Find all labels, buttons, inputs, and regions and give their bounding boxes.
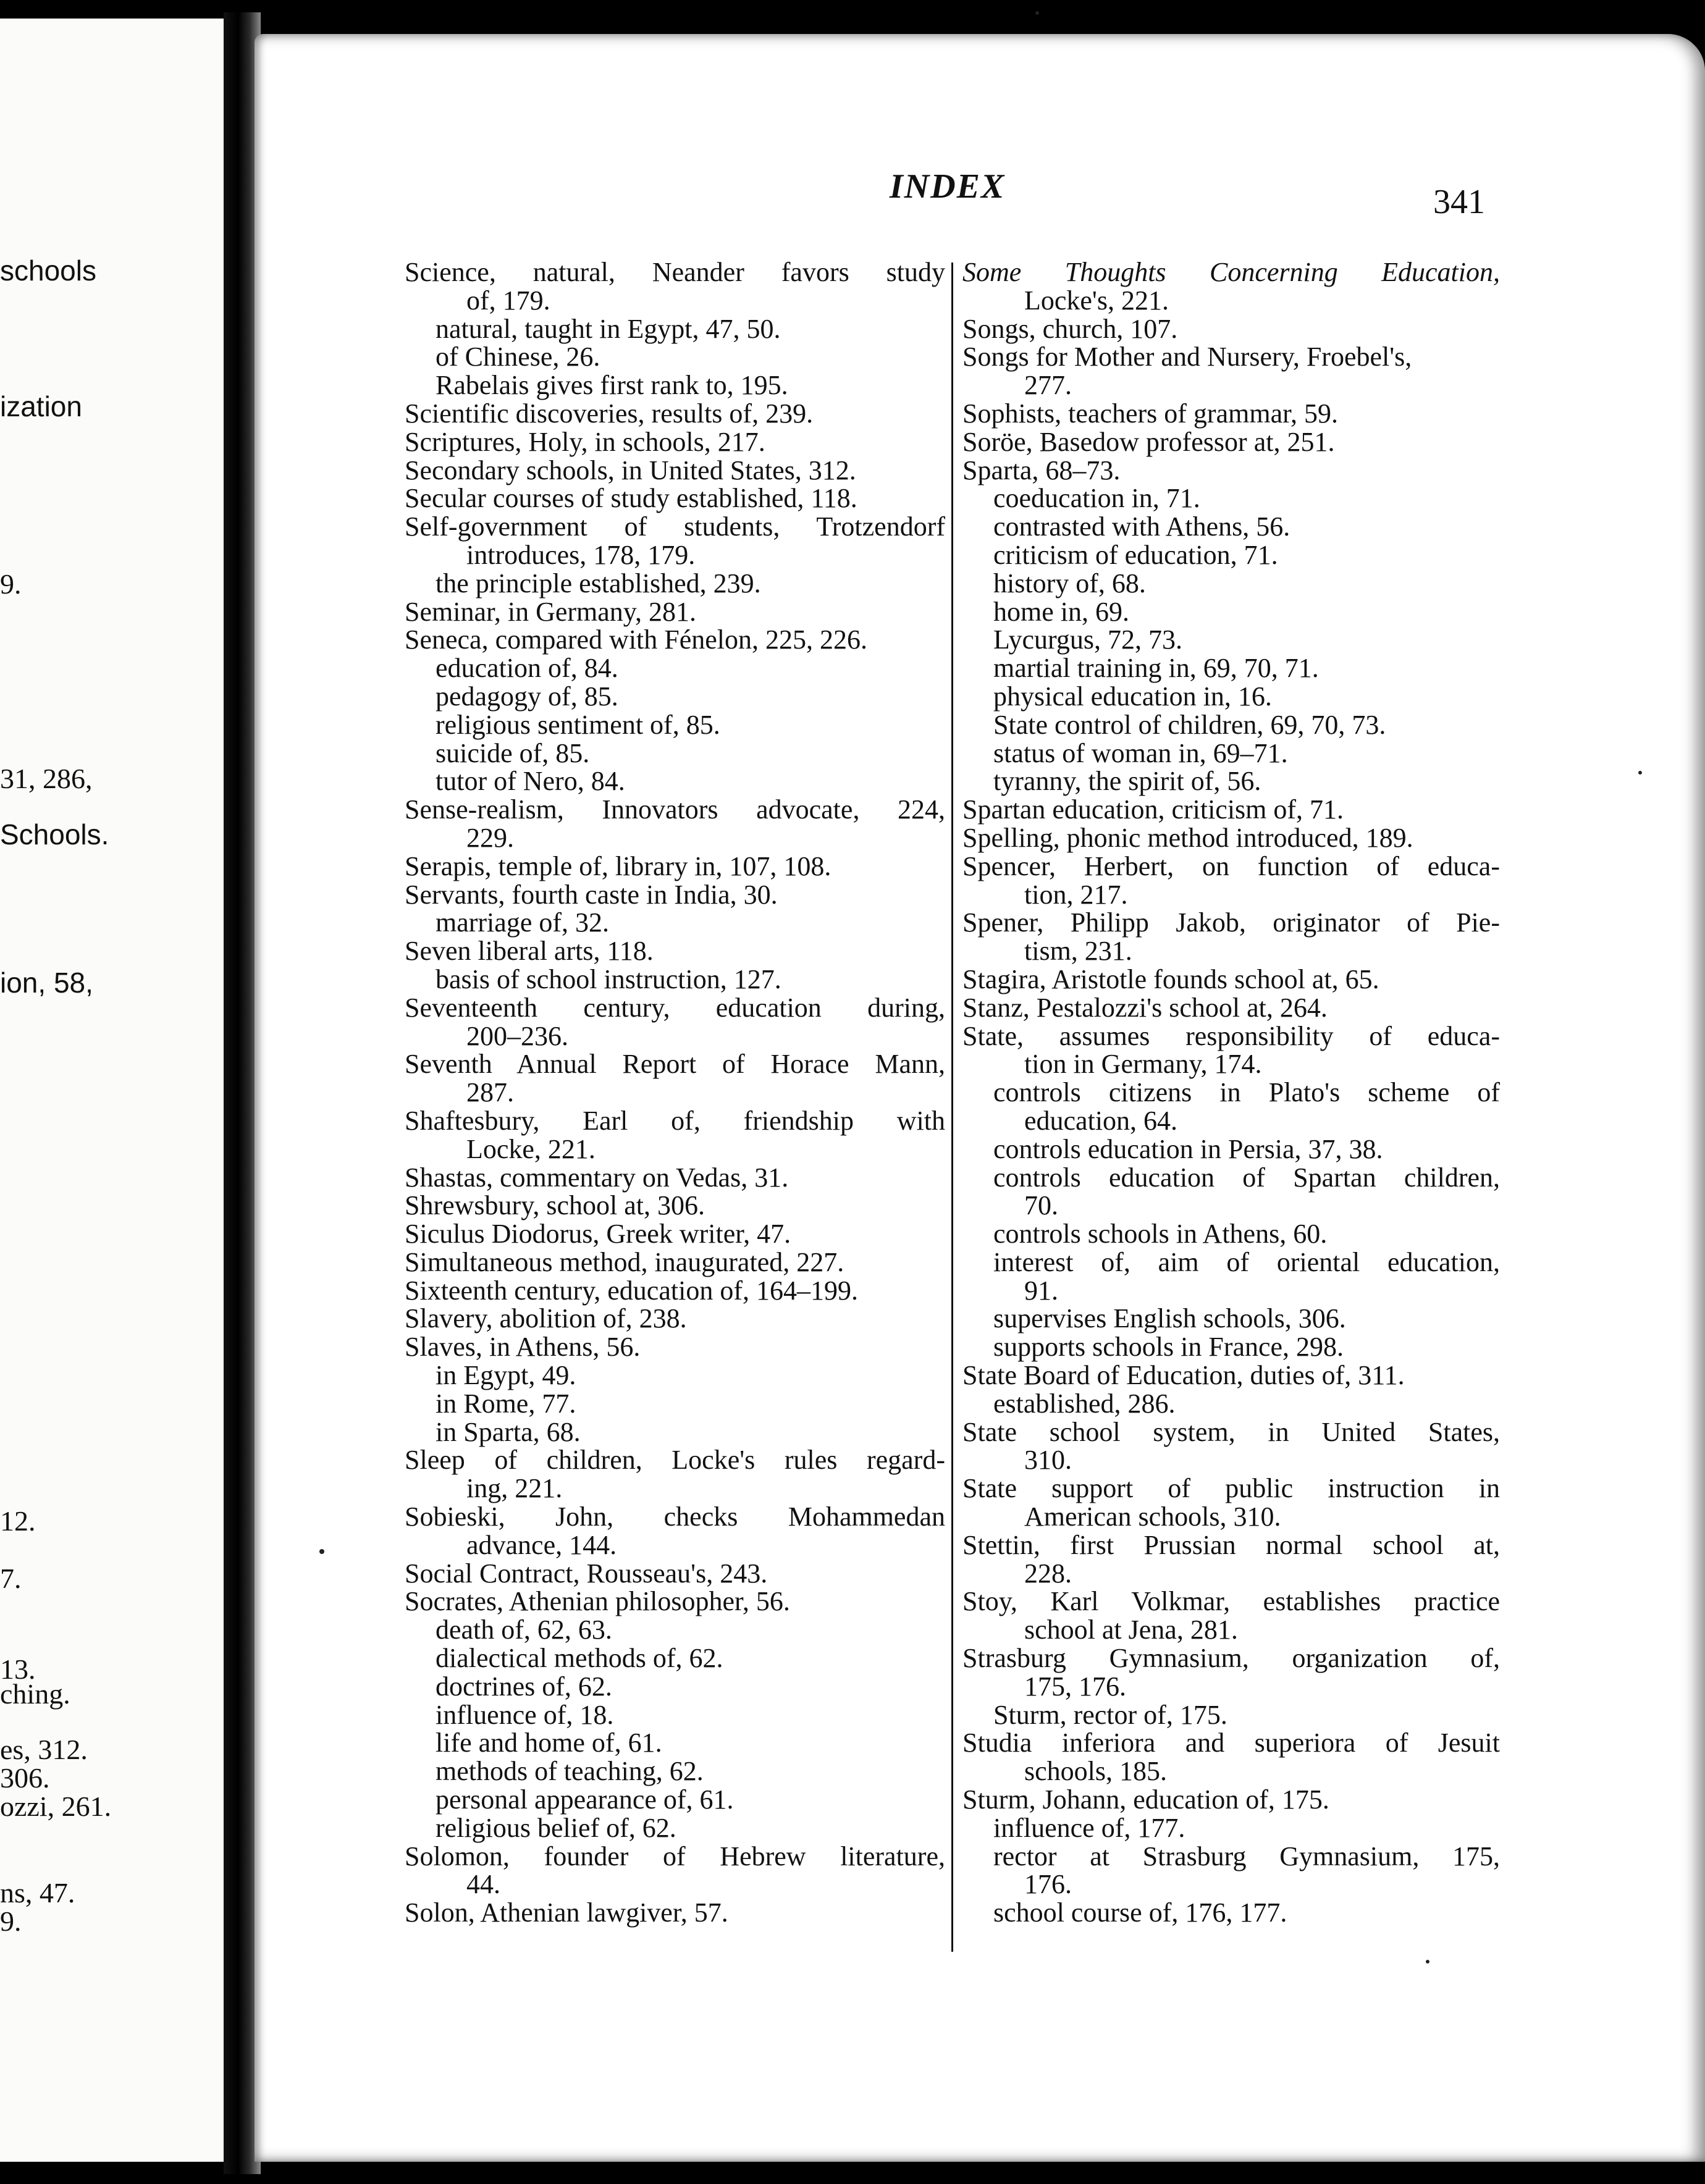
index-entry-continuation: 200–236. (466, 1020, 568, 1051)
index-entry-continuation: 44. (466, 1869, 500, 1900)
index-entry: Strasburg Gymnasium, organization of, (962, 1643, 1500, 1674)
index-subentry: life and home of, 61. (436, 1728, 662, 1758)
index-entry: Serapis, temple of, library in, 107, 108. (405, 850, 831, 881)
index-entry: Scriptures, Holy, in schools, 217. (405, 426, 765, 457)
index-subentry: in Sparta, 68. (436, 1416, 581, 1447)
index-entry-continuation: advance, 144. (466, 1529, 617, 1560)
facing-page-text: 12. (0, 1505, 36, 1537)
scan-speck (1638, 771, 1642, 775)
index-subentry: tutor of Nero, 84. (436, 766, 625, 797)
index-entry: Self-government of students, Trotzendorf (405, 511, 945, 542)
index-subentry: Rabelais gives first rank to, 195. (436, 370, 788, 401)
facing-page-text: 9. (0, 1905, 22, 1937)
index-entry: Servants, fourth caste in India, 30. (405, 879, 778, 910)
index-entry: Sparta, 68–73. (962, 455, 1121, 485)
facing-page-text: es, 312. (0, 1734, 88, 1765)
index-entry: Solon, Athenian lawgiver, 57. (405, 1897, 728, 1928)
facing-page-text: 31, 286, (0, 763, 93, 794)
page-title: INDEX (890, 167, 1006, 206)
index-entry: Sleep of children, Locke's rules regard- (405, 1445, 945, 1476)
index-entry-continuation: 176. (1024, 1869, 1072, 1900)
index-entry: Solomon, founder of Hebrew literature, (405, 1841, 945, 1871)
index-subentry: home in, 69. (993, 596, 1129, 627)
index-subentry: established, 286. (993, 1388, 1176, 1419)
index-entry: State Board of Education, duties of, 311. (962, 1360, 1405, 1391)
index-entry: Spartan education, criticism of, 71. (962, 794, 1344, 825)
facing-page-text: ozzi, 261. (0, 1791, 112, 1822)
index-subentry: tyranny, the spirit of, 56. (993, 766, 1261, 797)
index-entry: Shaftesbury, Earl of, friendship with (405, 1105, 945, 1136)
index-subentry: history of, 68. (993, 568, 1146, 598)
index-subentry: dialectical methods of, 62. (436, 1643, 723, 1674)
facing-page-text: ion, 58, (0, 967, 93, 999)
scan-speck (1426, 1960, 1429, 1964)
index-subentry: death of, 62, 63. (436, 1615, 612, 1645)
facing-page-text: 306. (0, 1762, 50, 1794)
index-entry-continuation: introduces, 178, 179. (466, 539, 696, 570)
index-entry: Simultaneous method, inaugurated, 227. (405, 1246, 844, 1277)
index-entry-continuation: of, 179. (466, 285, 550, 316)
index-entry: Seneca, compared with Fénelon, 225, 226. (405, 624, 868, 655)
column-divider (951, 262, 953, 1952)
index-entry: Stoy, Karl Volkmar, establishes practice (962, 1586, 1500, 1617)
index-subentry: martial training in, 69, 70, 71. (993, 653, 1319, 684)
facing-page-text: 13. (0, 1653, 36, 1685)
index-subentry: coeducation in, 71. (993, 483, 1200, 514)
index-subentry: religious belief of, 62. (436, 1812, 676, 1843)
index-entry: Sturm, Johann, education of, 175. (962, 1784, 1329, 1815)
index-entry: State, assumes responsibility of educa- (962, 1020, 1500, 1051)
index-entry: Spener, Philipp Jakob, originator of Pie- (962, 907, 1500, 938)
index-subentry: criticism of education, 71. (993, 539, 1278, 570)
index-subentry: basis of school instruction, 127. (436, 964, 781, 994)
index-subentry: school course of, 176, 177. (993, 1897, 1287, 1928)
index-entry: Spelling, phonic method introduced, 189. (962, 822, 1413, 853)
index-entry: Soröe, Basedow professor at, 251. (962, 426, 1335, 457)
index-entry-continuation: American schools, 310. (1024, 1502, 1281, 1532)
index-subentry: physical education in, 16. (993, 681, 1272, 712)
index-entry-continuation: 175, 176. (1024, 1671, 1126, 1702)
index-entry-continuation: school at Jena, 281. (1024, 1615, 1238, 1645)
index-entry: Sixteenth century, education of, 164–199. (405, 1275, 858, 1306)
index-entry: State school system, in United States, (962, 1416, 1500, 1447)
index-entry: Seven liberal arts, 118. (405, 936, 654, 967)
index-entry: Seminar, in Germany, 281. (405, 596, 696, 627)
index-subentry: education of, 84. (436, 653, 618, 684)
index-subentry: controls citizens in Plato's scheme of (993, 1077, 1500, 1108)
index-entry: Slavery, abolition of, 238. (405, 1303, 687, 1334)
index-entry-continuation: 287. (466, 1077, 514, 1108)
index-subentry: influence of, 177. (993, 1812, 1185, 1843)
index-entry-continuation: Locke's, 221. (1024, 285, 1169, 316)
facing-page-text: Schools. (0, 818, 109, 850)
index-subentry: interest of, aim of oriental education, (993, 1246, 1500, 1277)
index-entry: Spencer, Herbert, on function of educa- (962, 850, 1500, 881)
index-subentry: doctrines of, 62. (436, 1671, 612, 1702)
index-entry: Stagira, Aristotle founds school at, 65. (962, 964, 1379, 994)
index-subentry: State control of children, 69, 70, 73. (993, 709, 1386, 740)
index-entry: Songs for Mother and Nursery, Froebel's, (962, 342, 1412, 372)
index-subentry: Lycurgus, 72, 73. (993, 624, 1182, 655)
facing-page-text: ization (0, 390, 82, 422)
index-entry: Shastas, commentary on Vedas, 31. (405, 1162, 789, 1193)
index-subentry: Sturm, rector of, 175. (993, 1699, 1227, 1730)
page-number: 341 (1433, 183, 1485, 221)
index-entry-continuation: tism, 231. (1024, 936, 1132, 967)
index-column-right (962, 258, 1500, 1927)
index-entry: Studia inferiora and superiora of Jesuit (962, 1728, 1500, 1758)
facing-page-text: 7. (0, 1563, 22, 1594)
index-entry: Secular courses of study established, 118. (405, 483, 857, 514)
index-entry-continuation: 91. (1024, 1275, 1058, 1306)
index-entry-continuation: Locke, 221. (466, 1133, 596, 1164)
index-subentry: marriage of, 32. (436, 907, 609, 938)
index-entry: Sense-realism, Innovators advocate, 224, (405, 794, 945, 825)
index-entry: Secondary schools, in United States, 312. (405, 455, 856, 485)
facing-page-text: ching. (0, 1678, 70, 1710)
index-entry-continuation: ing, 221. (466, 1473, 563, 1504)
index-entry: State support of public instruction in (962, 1473, 1500, 1504)
facing-page-text: schools (0, 254, 96, 287)
index-subentry: influence of, 18. (436, 1699, 614, 1730)
index-entry: Social Contract, Rousseau's, 243. (405, 1558, 768, 1589)
index-entry-continuation: 229. (466, 822, 514, 853)
index-subentry: the principle established, 239. (436, 568, 761, 598)
index-entry: Stanz, Pestalozzi's school at, 264. (962, 992, 1328, 1023)
index-subentry: controls schools in Athens, 60. (993, 1219, 1328, 1250)
index-entry: Siculus Diodorus, Greek writer, 47. (405, 1219, 791, 1250)
index-entry: Socrates, Athenian philosopher, 56. (405, 1586, 790, 1617)
facing-page-fragment (0, 19, 232, 2162)
index-entry: Songs, church, 107. (962, 313, 1178, 344)
index-subentry: of Chinese, 26. (436, 342, 600, 372)
index-subentry: suicide of, 85. (436, 737, 590, 768)
index-subentry: natural, taught in Egypt, 47, 50. (436, 313, 781, 344)
index-entry-continuation: education, 64. (1024, 1105, 1178, 1136)
index-entry: Slaves, in Athens, 56. (405, 1332, 641, 1363)
scan-speck (319, 1549, 324, 1554)
index-entry: Stettin, first Prussian normal school at, (962, 1529, 1500, 1560)
index-entry-continuation: tion, 217. (1024, 879, 1128, 910)
index-subentry: religious sentiment of, 85. (436, 709, 720, 740)
index-column-left (405, 258, 945, 1927)
index-entry-continuation: schools, 185. (1024, 1756, 1167, 1787)
index-entry-continuation: 70. (1024, 1190, 1058, 1221)
index-entry: Shrewsbury, school at, 306. (405, 1190, 705, 1221)
index-subentry: in Egypt, 49. (436, 1360, 576, 1391)
index-subentry: rector at Strasburg Gymnasium, 175, (993, 1841, 1500, 1871)
index-subentry: status of woman in, 69–71. (993, 737, 1288, 768)
index-subentry: supports schools in France, 298. (993, 1332, 1344, 1363)
index-subentry: personal appearance of, 61. (436, 1784, 734, 1815)
index-subentry: contrasted with Athens, 56. (993, 511, 1290, 542)
scan-speck (1035, 11, 1039, 15)
index-entry: Some Thoughts Concerning Education, (962, 257, 1500, 287)
index-entry: Scientific discoveries, results of, 239. (405, 398, 814, 429)
index-subentry: supervises English schools, 306. (993, 1303, 1346, 1334)
facing-page-text: 9. (0, 568, 22, 600)
index-entry-continuation: 310. (1024, 1445, 1072, 1476)
index-entry: Science, natural, Neander favors study (405, 257, 945, 287)
index-entry-continuation: tion in Germany, 174. (1024, 1049, 1262, 1080)
index-entry: Seventh Annual Report of Horace Mann, (405, 1049, 945, 1080)
facing-page-text: ns, 47. (0, 1877, 75, 1909)
index-entry: Sophists, teachers of grammar, 59. (962, 398, 1338, 429)
index-entry-continuation: 277. (1024, 370, 1072, 401)
index-entry: Seventeenth century, education during, (405, 992, 945, 1023)
index-entry: Sobieski, John, checks Mohammedan (405, 1502, 945, 1532)
index-subentry: pedagogy of, 85. (436, 681, 618, 712)
index-entry-continuation: 228. (1024, 1558, 1072, 1589)
index-subentry: controls education in Persia, 37, 38. (993, 1133, 1383, 1164)
index-subentry: in Rome, 77. (436, 1388, 576, 1419)
index-subentry: methods of teaching, 62. (436, 1756, 704, 1787)
index-subentry: controls education of Spartan children, (993, 1162, 1500, 1193)
